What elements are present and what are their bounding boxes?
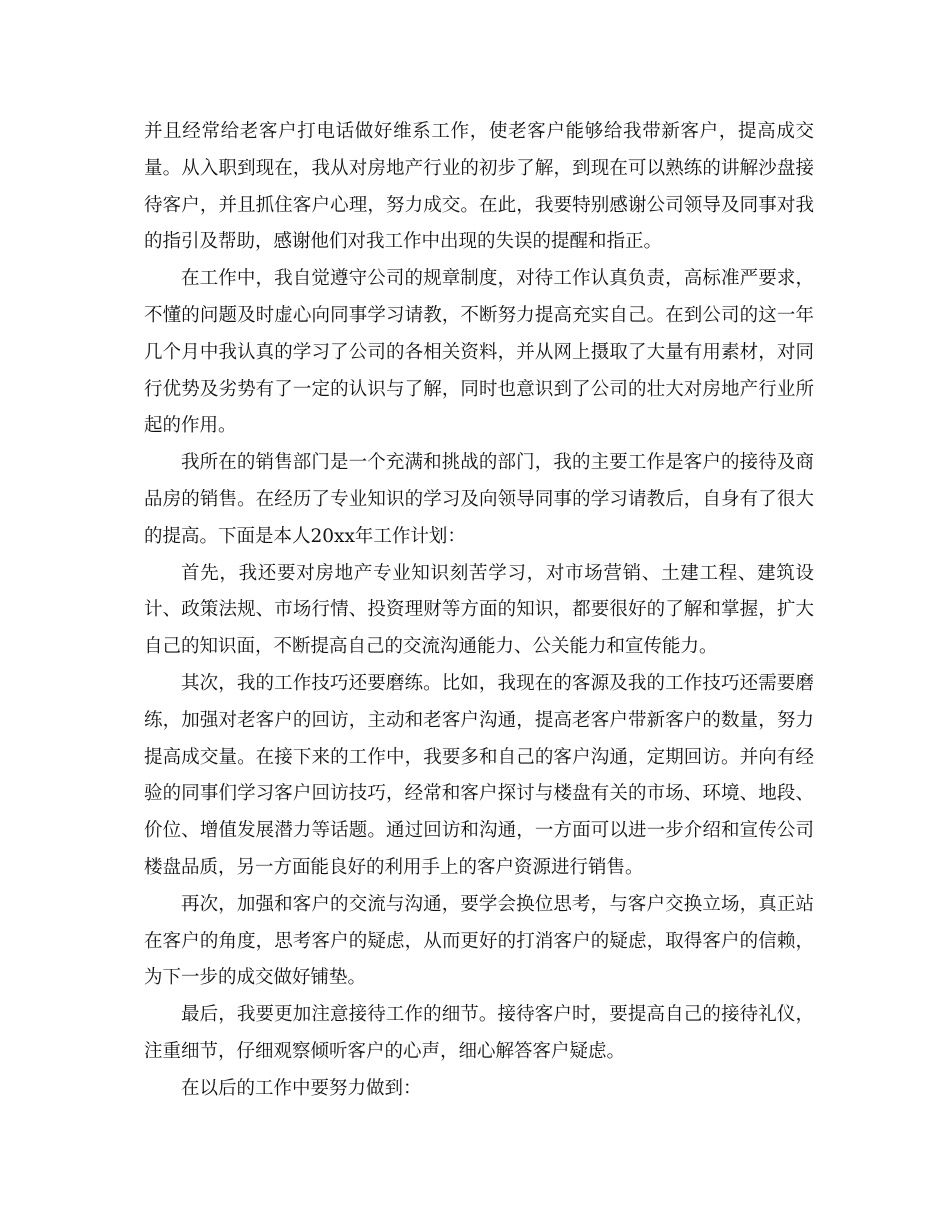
paragraph-future-goals: 在以后的工作中要努力做到： <box>181 1077 422 1099</box>
paragraph-second-plan: 其次，我的工作技巧还要磨练。比如，我现在的客源及我的工作技巧还需要磨练，加强对老客户的回访，主动和老客户沟通，提高老客户带新客户的数量，努力提高成交量。在接下来的工作中，我要多和自己的客户沟通，定期回访。并向有经验的同事们学习客户回访技巧，经常和客户探讨与楼盘有关的市场、环境、地段、价位、增值发展潜力等话题。通过回访和沟通，一方面可以进一步介绍和宣传公司楼盘品质，另一方面能良好的利用手上的客户资源进行销售。 <box>144 672 814 878</box>
paragraph-final-plan: 最后，我要更加注意接待工作的细节。接待客户时，要提高自己的接待礼仪，注重细节，仔细观察倾听客户的心声，细心解答客户疑虑。 <box>144 1004 814 1062</box>
paragraph-continuation: 并且经常给老客户打电话做好维系工作，使老客户能够给我带新客户，提高成交量。从入职到现在，我从对房地产行业的初步了解，到现在可以熟练的讲解沙盘接待客户，并且抓住客户心理，努力成交。在此，我要特别感谢公司领导及同事对我的指引及帮助，感谢他们对我工作中出现的失误的提醒和指正。 <box>144 121 814 253</box>
paragraph-first-plan: 首先，我还要对房地产专业知识刻苦学习，对市场营销、土建工程、建筑设计、政策法规、市场行情、投资理财等方面的知识，都要很好的了解和掌握，扩大自己的知识面，不断提高自己的交流沟通能力、公关能力和宣传能力。 <box>144 562 814 658</box>
paragraph-work-attitude: 在工作中，我自觉遵守公司的规章制度，对待工作认真负责，高标准严要求，不懂的问题及时虚心向同事学习请教，不断努力提高充实自己。在到公司的这一年几个月中我认真的学习了公司的各相关资料，并从网上摄取了大量有用素材，对同行优势及劣势有了一定的认识与了解，同时也意识到了公司的壮大对房地产行业所起的作用。 <box>144 268 814 437</box>
paragraph-sales-department: 我所在的销售部门是一个充满和挑战的部门，我的主要工作是客户的接待及商品房的销售。在经历了专业知识的学习及向领导同事的学习请教后，自身有了很大的提高。下面是本人20xx年工作计划： <box>144 452 814 547</box>
document-body <box>144 114 814 1108</box>
paragraph-third-plan: 再次，加强和客户的交流与沟通，要学会换位思考，与客户交换立场，真正站在客户的角度，思考客户的疑虑，从而更好的打消客户的疑虑，取得客户的信赖，为下一步的成交做好铺垫。 <box>144 893 814 989</box>
